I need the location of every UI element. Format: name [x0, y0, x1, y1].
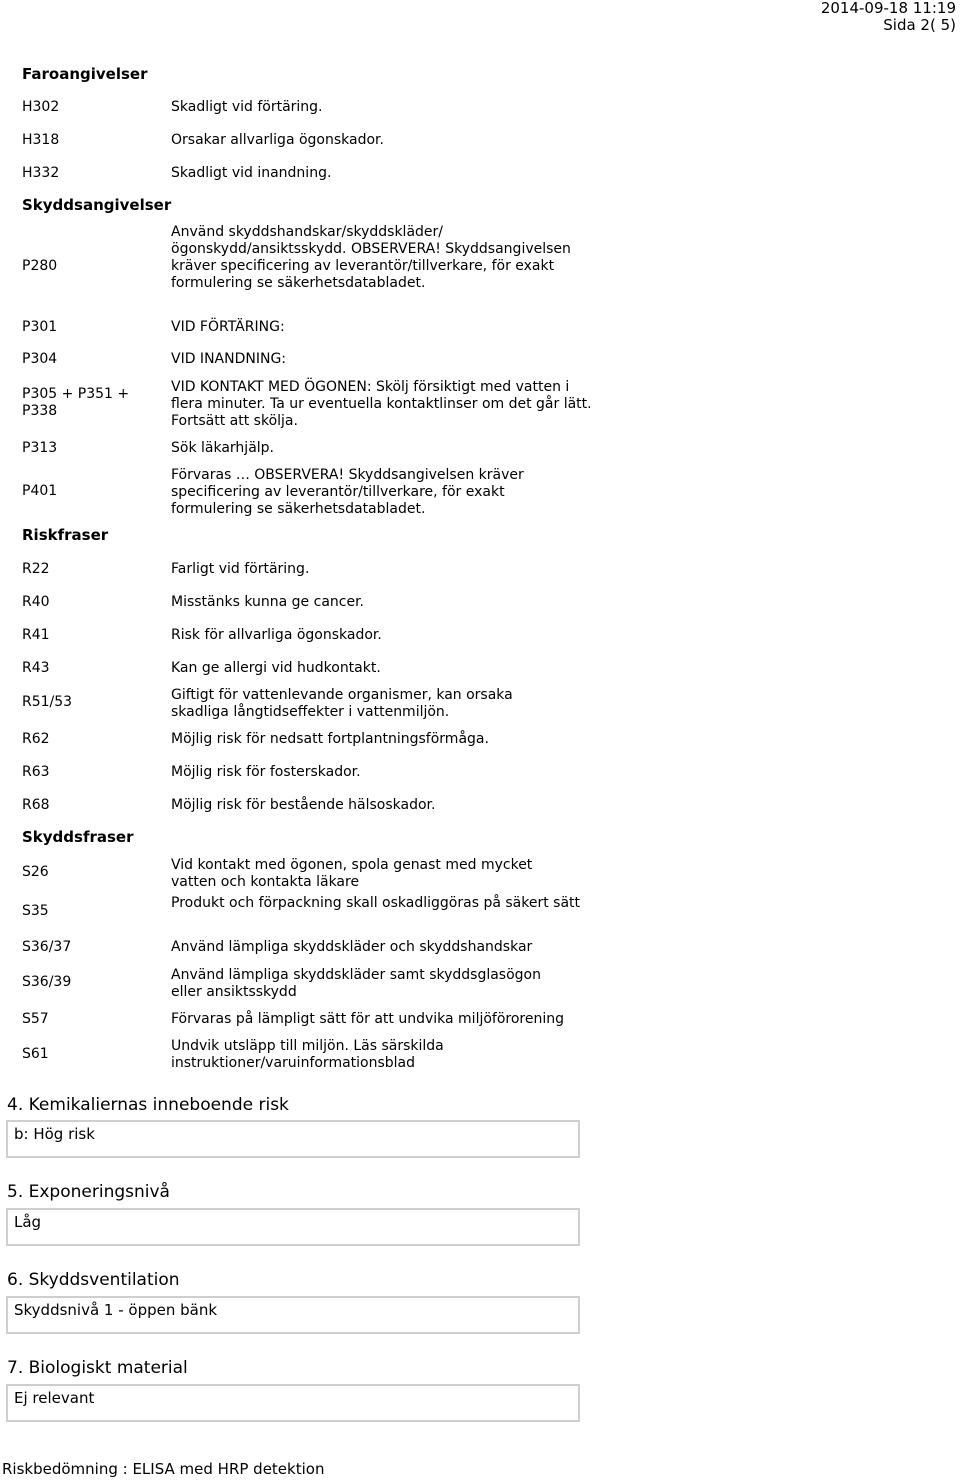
- risk-code: R68: [22, 797, 50, 813]
- risk-text: Misstänks kunna ge cancer.: [171, 594, 365, 610]
- risk-text: Kan ge allergi vid hudkontakt.: [171, 660, 381, 676]
- precaution-code: P313: [22, 440, 58, 456]
- ventilation-value: Skyddsnivå 1 - öppen bänk: [14, 1301, 218, 1319]
- risk-text: Giftigt för vattenlevande organismer, kan orsaka skadliga långtidseffekter i vattenmiljön.: [171, 687, 513, 720]
- biological-material-field: [6, 1384, 580, 1422]
- risk-code: R22: [22, 561, 50, 577]
- exposure-level-value: Låg: [14, 1213, 42, 1231]
- hazard-text: Skadligt vid förtäring.: [171, 99, 323, 115]
- page-footer: Riskbedömning : ELISA med HRP detektion: [2, 1460, 325, 1478]
- precaution-text: Förvaras … OBSERVERA! Skyddsangivelsen kräver specificering av leverantör/tillverkare, för exakt formulering se säkerhetsdatabladet.: [171, 467, 524, 517]
- hazard-code: H332: [22, 165, 60, 181]
- precaution-code: P305 + P351 + P338: [22, 386, 130, 419]
- safety-code: S57: [22, 1011, 49, 1027]
- inherent-risk-value: b: Hög risk: [14, 1125, 95, 1143]
- section-title-riskfraser: Riskfraser: [22, 526, 109, 544]
- precaution-code: P304: [22, 351, 58, 367]
- risk-code: R63: [22, 764, 50, 780]
- risk-code: R43: [22, 660, 50, 676]
- safety-text: Undvik utsläpp till miljön. Läs särskilda instruktioner/varuinformationsblad: [171, 1038, 444, 1071]
- hazard-text: Skadligt vid inandning.: [171, 165, 332, 181]
- precaution-code: P401: [22, 483, 58, 499]
- precaution-code: P301: [22, 319, 58, 335]
- hazard-code: H318: [22, 132, 60, 148]
- risk-text: Möjlig risk för nedsatt fortplantningsförmåga.: [171, 731, 489, 747]
- biological-material-value: Ej relevant: [14, 1389, 95, 1407]
- risk-text: Farligt vid förtäring.: [171, 561, 310, 577]
- print-datetime: 2014-09-18 11:19: [820, 0, 956, 17]
- inherent-risk-field: [6, 1120, 580, 1158]
- precaution-text: VID INANDNING:: [171, 351, 287, 367]
- safety-text: Använd lämpliga skyddskläder samt skyddsglasögon eller ansiktsskydd: [171, 967, 541, 1000]
- safety-code: S61: [22, 1046, 49, 1062]
- safety-text: Produkt och förpackning skall oskadliggöras på säkert sätt: [171, 895, 581, 911]
- precaution-text: VID KONTAKT MED ÖGONEN: Skölj försiktigt med vatten i flera minuter. Ta ur eventuella kontaktlinser om det går lätt. Fortsätt att skölja.: [171, 379, 592, 429]
- safety-text: Förvaras på lämpligt sätt för att undvika miljöförorening: [171, 1011, 565, 1027]
- risk-code: R51/53: [22, 694, 73, 710]
- risk-code: R62: [22, 731, 50, 747]
- heading-biological-material: 7. Biologiskt material: [7, 1358, 188, 1378]
- ventilation-field: [6, 1296, 580, 1334]
- hazard-text: Orsakar allvarliga ögonskador.: [171, 132, 384, 148]
- precaution-text: Sök läkarhjälp.: [171, 440, 274, 456]
- safety-code: S26: [22, 864, 49, 880]
- section-title-skyddsangivelser: Skyddsangivelser: [22, 196, 172, 214]
- safety-text: Vid kontakt med ögonen, spola genast med mycket vatten och kontakta läkare: [171, 857, 533, 890]
- safety-code: S36/37: [22, 939, 72, 955]
- section-title-skyddsfraser: Skyddsfraser: [22, 828, 134, 846]
- heading-ventilation: 6. Skyddsventilation: [7, 1270, 180, 1290]
- page-header: [821, 0, 956, 34]
- risk-text: Risk för allvarliga ögonskador.: [171, 627, 382, 643]
- risk-text: Möjlig risk för fosterskador.: [171, 764, 361, 780]
- heading-inherent-risk: 4. Kemikaliernas inneboende risk: [7, 1095, 289, 1115]
- risk-code: R41: [22, 627, 50, 643]
- safety-text: Använd lämpliga skyddskläder och skyddshandskar: [171, 939, 533, 955]
- section-title-faroangivelser: Faroangivelser: [22, 65, 148, 83]
- hazard-code: H302: [22, 99, 60, 115]
- precaution-text: VID FÖRTÄRING:: [171, 319, 285, 335]
- exposure-level-field: [6, 1208, 580, 1246]
- safety-code: S35: [22, 903, 49, 919]
- risk-code: R40: [22, 594, 50, 610]
- risk-text: Möjlig risk för bestående hälsoskador.: [171, 797, 436, 813]
- heading-exposure-level: 5. Exponeringsnivå: [7, 1182, 170, 1202]
- precaution-text: Använd skyddshandskar/skyddskläder/ögonskydd/ansiktsskydd. OBSERVERA! Skyddsangivelsen kräver specificering av leverantör/tillverkare, för exakt formulering se säkerhetsdatabladet.: [171, 224, 571, 291]
- page-number: Sida 2( 5): [883, 16, 956, 34]
- precaution-code: P280: [22, 258, 58, 274]
- safety-code: S36/39: [22, 974, 72, 990]
